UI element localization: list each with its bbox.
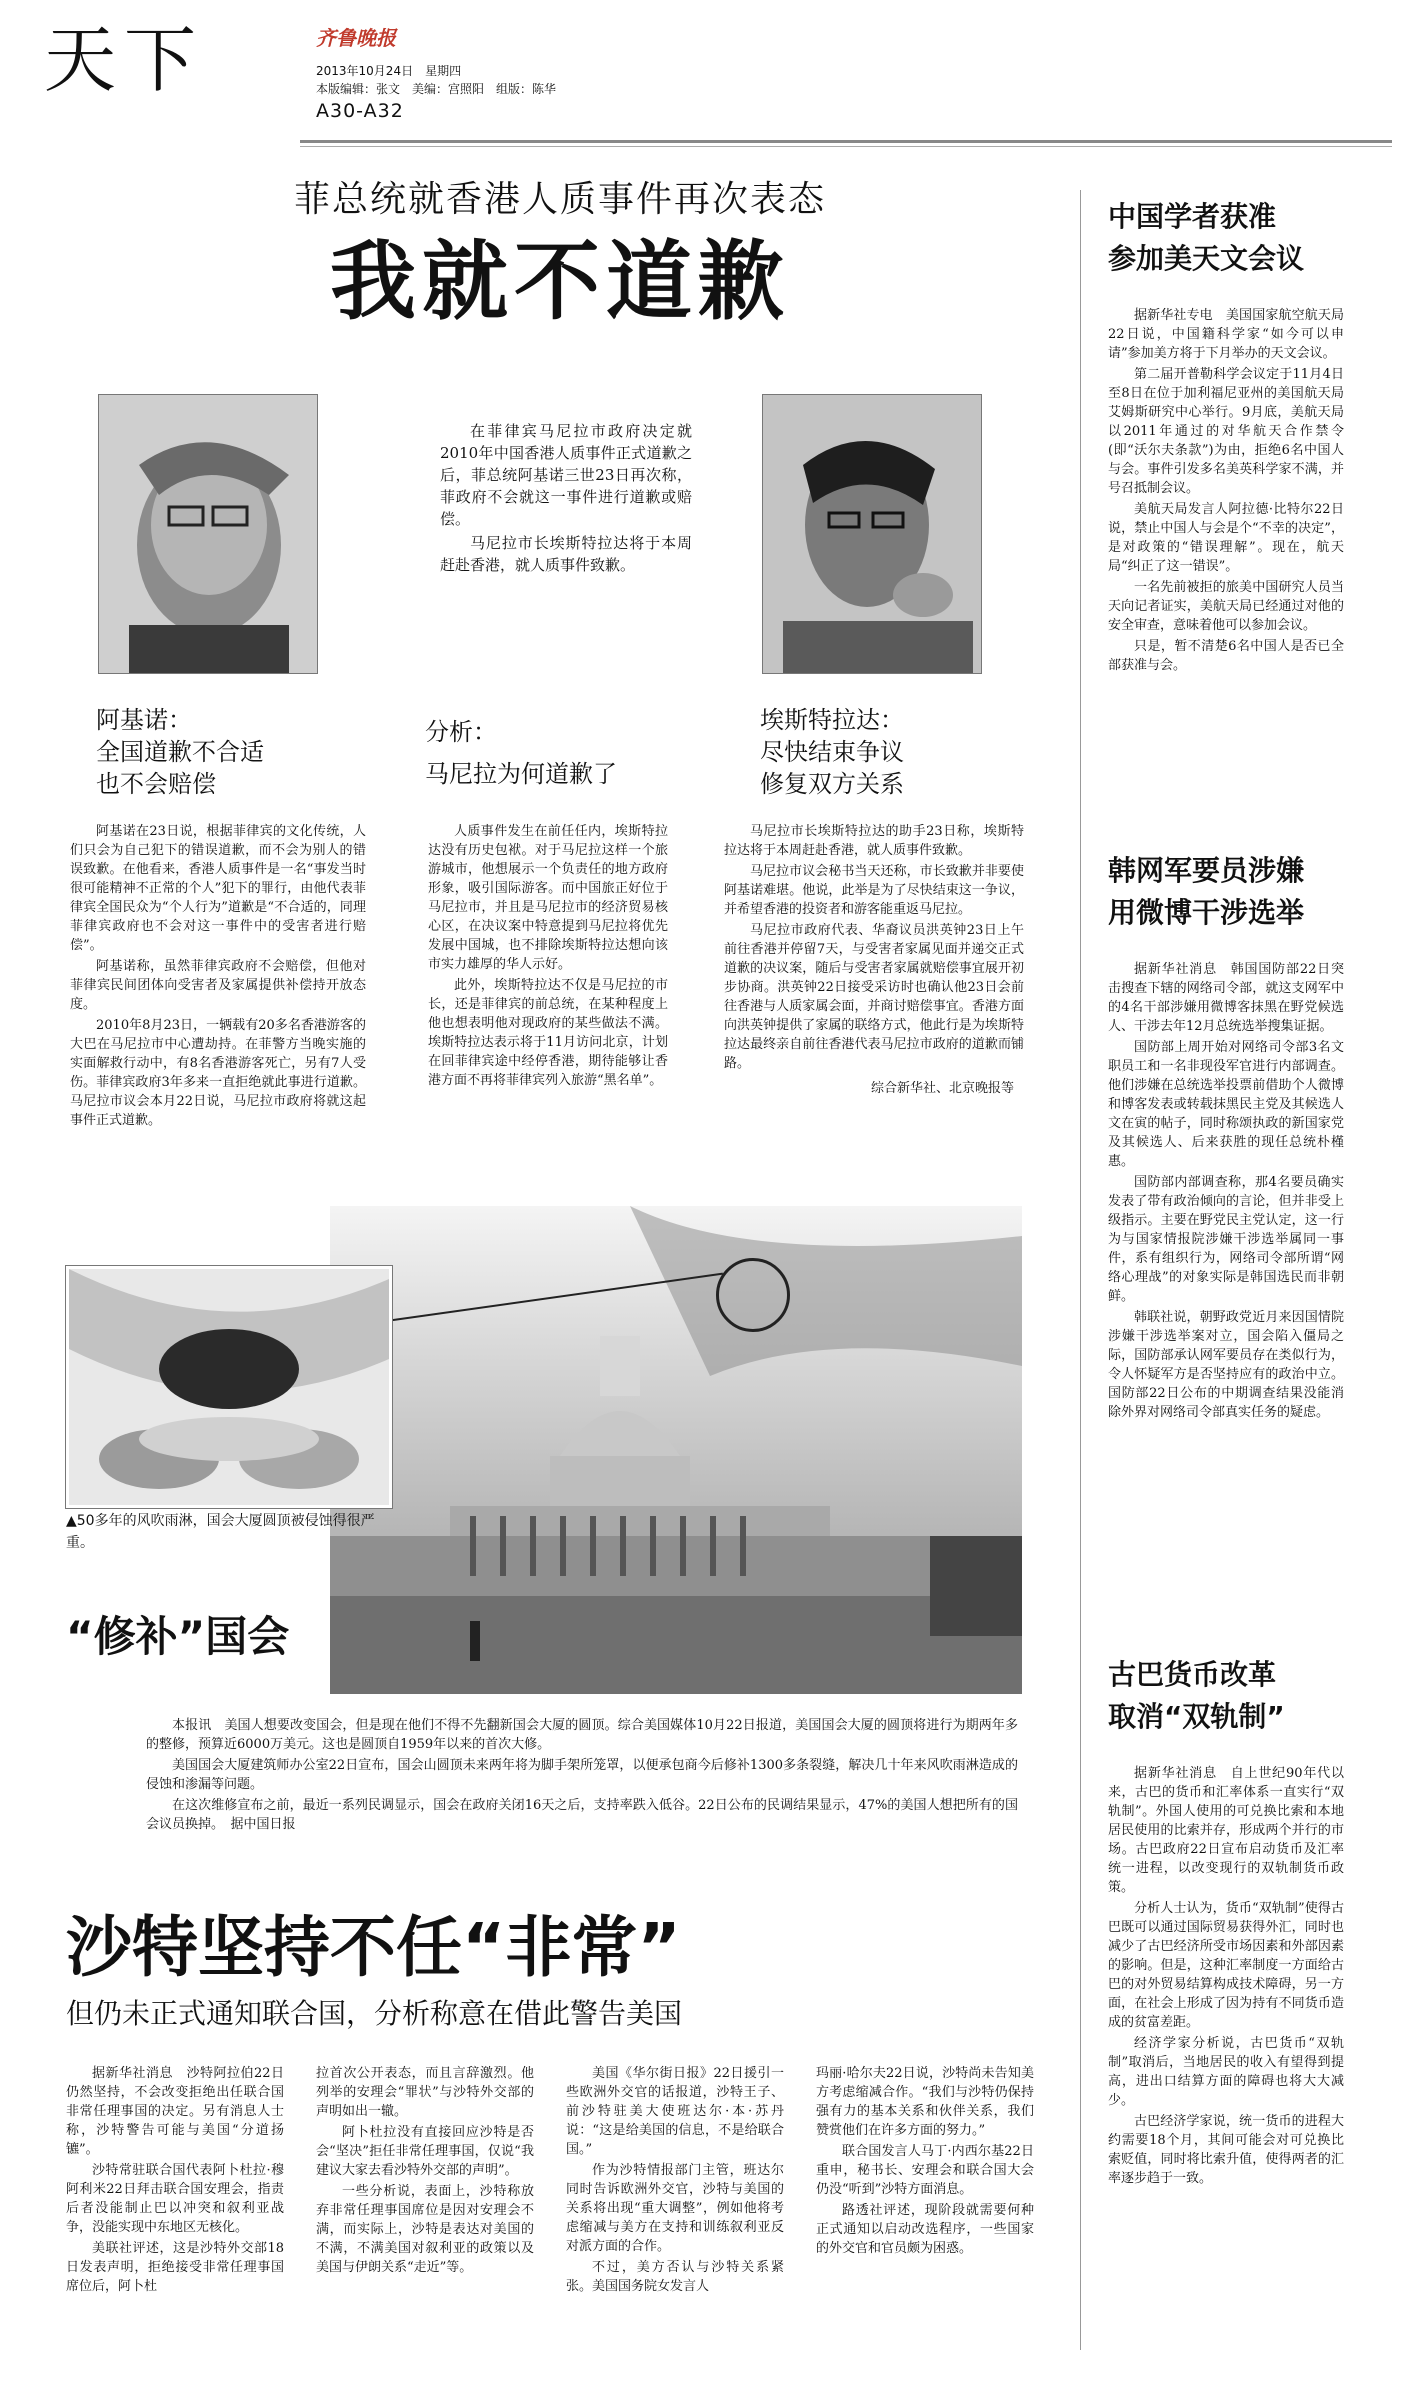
sidebar-head-line: 用微博干涉选举	[1108, 896, 1305, 929]
sidebar-story-3	[1108, 1654, 1344, 2190]
col1-head-line2: 也不会赔偿	[96, 770, 216, 798]
page-range: A30-A32	[316, 100, 404, 122]
col3-head-line1: 尽快结束争议	[760, 738, 904, 766]
paper-name: 齐鲁晚报	[316, 26, 396, 50]
bottom-paragraph: 一些分析说，表面上，沙特称放弃非常任理事国席位是因对安理会不满，而实际上，沙特是表达对美国的不满，不满美国对叙利亚的政策以及美国与伊朗关系“走近”等。	[316, 2184, 534, 2275]
sidebar-head-line: 中国学者获准	[1108, 200, 1277, 233]
col3-paragraph: 马尼拉市议会秘书当天还称，市长致歉并非要使阿基诺难堪。他说，此举是为了尽快结束这一争议，并希望香港的投资者和游客能重返马尼拉。	[724, 864, 1024, 917]
sidebar-story-1	[1108, 196, 1344, 677]
col1-paragraph: 阿基诺称，虽然菲律宾政府不会赔偿，但他对菲律宾民间团体向受害者及家属提供补偿持开放态度。	[70, 959, 366, 1012]
photo-section-title: “修补”国会	[66, 1612, 290, 1661]
col3-body	[724, 822, 1024, 1096]
masthead-rule	[300, 140, 1392, 143]
sidebar-paragraph: 第二届开普勒科学会议定于11月4日至8日在位于加利福尼亚州的美国航天局艾姆斯研究中心举行。9月底，美航天局以2011年通过的对华航天合作禁令(即“沃尔夫条款”)为由，拒绝6名中国人与会。事件引发多名美英科学家不满，并号召抵制会议。	[1108, 367, 1344, 496]
bottom-paragraph: 玛丽·哈尔夫22日说，沙特尚未告知美方考虑缩减合作。“我们与沙特仍保持强有力的基本关系和伙伴关系，我们赞赏他们在许多方面的努力。”	[816, 2066, 1034, 2138]
bottom-paragraph: 路透社评述，现阶段就需要何种正式通知以启动改选程序，一些国家的外交官和官员颇为困惑。	[816, 2203, 1034, 2256]
sidebar-paragraph: 美航天局发言人阿拉德·比特尔22日说，禁止中国人与会是个“不幸的决定”，是对政策的“错误理解”。现在，航天局“纠正了这一错误”。	[1108, 502, 1344, 574]
col2-body	[428, 822, 668, 1092]
col3-label: 埃斯特拉达：	[760, 706, 904, 734]
lead-kicker: 菲总统就香港人质事件再次表态	[293, 179, 826, 220]
col1-head	[96, 704, 346, 800]
bottom-column-2	[316, 2064, 534, 2279]
bottom-paragraph: 美联社评述，这是沙特外交部18日发表声明，拒绝接受非常任理事国席位后，阿卜杜	[66, 2241, 284, 2294]
bottom-paragraph: 联合国发言人马丁·内西尔基22日重申，秘书长、安理会和联合国大会仍没“听到”沙特方面消息。	[816, 2144, 1034, 2197]
sidebar-story-2	[1108, 850, 1344, 1424]
photo-section-paragraph: 美国国会大厦建筑师办公室22日宣布，国会山圆顶未来两年将为脚手架所笼罩，以便承包商今后修补1300多条裂缝，解决几十年来风吹雨淋造成的侵蚀和渗漏等问题。	[146, 1758, 1018, 1792]
sidebar-paragraph: 只是，暂不清楚6名中国人是否已全部获准与会。	[1108, 639, 1344, 673]
col3-head-line2: 修复双方关系	[760, 770, 904, 798]
bottom-paragraph: 作为沙特情报部门主管，班达尔同时告诉欧洲外交官，沙特与美国的关系将出现“重大调整”，例如他将考虑缩减与美方在支持和训练叙利亚反对派方面的合作。	[566, 2163, 784, 2254]
bottom-subhead: 但仍未正式通知联合国，分析称意在借此警告美国	[66, 1997, 683, 2030]
sidebar-head-line: 取消“双轨制”	[1108, 1700, 1285, 1733]
sidebar-divider	[1080, 190, 1081, 2350]
col2-head-line1: 马尼拉为何道歉了	[425, 760, 617, 788]
col2-paragraph: 此外，埃斯特拉达不仅是马尼拉的市长，还是菲律宾的前总统，在某种程度上他也想表明他对现政府的某些做法不满。埃斯特拉达表示将于11月访问北京，计划在回菲律宾途中经停香港，期待能够让香港方面不再将菲律宾列入旅游“黑名单”。	[428, 978, 668, 1088]
bottom-paragraph: 阿卜杜拉没有直接回应沙特是否会“坚决”拒任非常任理事国，仅说“我建议大家去看沙特外交部的声明”。	[316, 2125, 534, 2178]
lead-intro-paragraph: 在菲律宾马尼拉市政府决定就2010年中国香港人质事件正式道歉之后，菲总统阿基诺三世23日再次称，菲政府不会就这一事件进行道歉或赔偿。	[440, 422, 692, 528]
sidebar-paragraph: 据新华社消息 韩国国防部22日突击搜查下辖的网络司令部，就这支网军中的4名干部涉嫌用微博客抹黑在野党候选人、干涉去年12月总统选举搜集证据。	[1108, 962, 1344, 1034]
sidebar-paragraph: 分析人士认为，货币“双轨制”使得古巴既可以通过国际贸易获得外汇，同时也减少了古巴经济所受市场因素和外部因素的影响。但是，这种汇率制度一方面给古巴的对外贸易结算构成技术障碍，另一方面，在社会上形成了因为持有不同货币造成的贫富差距。	[1108, 1901, 1344, 2030]
dome-inset-photo	[66, 1266, 392, 1508]
bottom-column-3	[566, 2064, 784, 2298]
col2-head	[425, 716, 675, 790]
col2-paragraph: 人质事件发生在前任任内，埃斯特拉达没有历史包袱。对于马尼拉这样一个旅游城市，他想展示一个负责任的地方政府形象，吸引国际游客。而中国旅正好位于马尼拉市，并且是马尼拉市的经济贸易核心区，在决议案中特意提到马尼拉将优先发展中国城，也不排除埃斯特拉达想向该市实力雄厚的华人示好。	[428, 824, 668, 972]
lead-intro-paragraph: 马尼拉市长埃斯特拉达将于本周赶赴香港，就人质事件致歉。	[440, 534, 692, 574]
sidebar-paragraph: 韩联社说，朝野政党近月来因国情院涉嫌干涉选举案对立，国会陷入僵局之际，国防部承认网军要员存在类似行为，令人怀疑军方是否坚持应有的政治中立。国防部22日公布的中期调查结果没能消除外界对网络司令部真实任务的疑虑。	[1108, 1310, 1344, 1420]
col1-paragraph: 阿基诺在23日说，根据菲律宾的文化传统，人们只会为自己犯下的错误道歉，而不会为别人的错误致歉。在他看来，香港人质事件是一名“事发当时很可能精神不正常的个人”犯下的罪行，由他代表菲律宾全国民众为“个人行为”道歉是“不合适的，同理菲律宾政府也不会对这一事件中的受害者进行赔偿”。	[70, 824, 366, 953]
col2-label: 分析：	[425, 718, 497, 746]
staff-line: 本版编辑：张文 美编：宫照阳 组版：陈华	[316, 82, 557, 96]
bottom-paragraph: 不过，美方否认与沙特关系紧张。美国国务院女发言人	[566, 2260, 784, 2294]
sidebar-paragraph: 国防部内部调查称，那4名要员确实发表了带有政治倾向的言论，但并非受上级指示。主要在野党民主党认定，这一行为与国家情报院涉嫌干涉选举属同一事件，系有组织行为，网络司令部所谓“网络心理战”的对象实际是韩国选民而非朝鲜。	[1108, 1175, 1344, 1304]
sidebar-head-2	[1108, 850, 1344, 934]
bottom-headline: 沙特坚持不任“非常”	[66, 1909, 681, 1986]
photo-section-body	[146, 1716, 1018, 1836]
estrada-photo	[762, 394, 982, 674]
sidebar-head-3	[1108, 1654, 1344, 1738]
col1-body	[70, 822, 366, 1132]
lead-intro	[440, 420, 692, 578]
sidebar-head-1	[1108, 196, 1344, 280]
sidebar-paragraph: 经济学家分析说，古巴货币“双轨制”取消后，当地居民的收入有望得到提高，进出口结算方面的障碍也将大大减少。	[1108, 2036, 1344, 2108]
sidebar-paragraph: 古巴经济学家说，统一货币的进程大约需要18个月，其间可能会对可兑换比索贬值，同时将比索升值，使得两者的汇率逐步趋于一致。	[1108, 2114, 1344, 2186]
date-line: 2013年10月24日 星期四	[316, 64, 462, 78]
sidebar-head-line: 韩网军要员涉嫌	[1108, 854, 1305, 887]
sidebar-paragraph: 国防部上周开始对网络司令部3名文职员工和一名非现役军官进行内部调查。他们涉嫌在总统选举投票前借助个人微博和博客发表或转载抹黑民主党及其候选人文在寅的帖子，同时称颂执政的新国家党及其候选人、后来获胜的现任总统朴槿惠。	[1108, 1040, 1344, 1169]
photo-section-paragraph: 本报讯 美国人想要改变国会，但是现在他们不得不先翻新国会大厦的圆顶。综合美国媒体10月22日报道，美国国会大厦的圆顶将进行为期两年多的整修，预算近6000万美元。这也是圆顶自1959年以来的首次大修。	[146, 1718, 1018, 1752]
circle-target-icon	[716, 1258, 790, 1332]
sidebar-paragraph: 据新华社消息 自上世纪90年代以来，古巴的货币和汇率体系一直实行“双轨制”。外国人使用的可兑换比索和本地居民使用的比索并存，形成两个并行的市场。古巴政府22日宣布启动货币及汇率统一进程，以改变现行的双轨制货币政策。	[1108, 1766, 1344, 1895]
col3-paragraph: 马尼拉市长埃斯特拉达的助手23日称，埃斯特拉达将于本周赶赴香港，就人质事件致歉。	[724, 824, 1024, 858]
masthead-rule-thin	[300, 146, 1392, 147]
sidebar-head-line: 古巴货币改革	[1108, 1658, 1277, 1691]
sidebar-paragraph: 据新华社专电 美国国家航空航天局22日说，中国籍科学家“如今可以申请”参加美方将于下月举办的天文会议。	[1108, 308, 1344, 361]
section-title: 天下	[44, 18, 205, 102]
bottom-paragraph: 据新华社消息 沙特阿拉伯22日仍然坚持，不会改变拒绝出任联合国非常任理事国的决定。另有消息人士称，沙特警告可能与美国“分道扬镳”。	[66, 2066, 284, 2157]
col1-paragraph: 2010年8月23日，一辆载有20多名香港游客的大巴在马尼拉市中心遭劫持。在菲警方当晚实施的实面解救行动中，有8名香港游客死亡，另有7人受伤。菲律宾政府3年多来一直拒绝就此事进行道歉。马尼拉市议会本月22日说，马尼拉市政府将就这起事件正式道歉。	[70, 1018, 366, 1128]
lead-headline: 我就不道歉	[330, 232, 790, 332]
bottom-paragraph: 美国《华尔街日报》22日援引一些欧洲外交官的话报道，沙特王子、前沙特驻美大使班达尔·本·苏丹说：“这是给美国的信息，不是给联合国。”	[566, 2066, 784, 2157]
aquino-photo	[98, 394, 318, 674]
col1-label: 阿基诺：	[96, 706, 192, 734]
col3-source: 综合新华社、北京晚报等	[870, 1081, 1014, 1096]
sidebar-head-line: 参加美天文会议	[1108, 242, 1305, 275]
photo-section-paragraph: 在这次维修宣布之前，最近一系列民调显示，国会在政府关闭16天之后，支持率跌入低谷。22日公布的民调结果显示，47%的美国人想把所有的国会议员换掉。 据中国日报	[146, 1798, 1018, 1832]
bottom-column-4	[816, 2064, 1034, 2260]
col3-head	[760, 704, 1010, 800]
col1-head-line1: 全国道歉不合适	[96, 738, 264, 766]
inset-caption: ▲50多年的风吹雨淋，国会大厦圆顶被侵蚀得很严重。	[66, 1513, 375, 1551]
col3-paragraph: 马尼拉市政府代表、华裔议员洪英钟23日上午前往香港并停留7天，与受害者家属见面并递交正式道歉的决议案，随后与受害者家属就赔偿事宜展开初步协商。洪英钟22日接受采访时也确认他23日会前往香港与人质家属会面，并商讨赔偿事宜。香港方面向洪英钟提供了家属的联络方式，他此行是为埃斯特拉达最终亲自前往香港代表马尼拉市政府的道歉而铺路。	[724, 923, 1024, 1071]
sidebar-paragraph: 一名先前被拒的旅美中国研究人员当天向记者证实，美航天局已经通过对他的安全审查，意味着他可以参加会议。	[1108, 580, 1344, 633]
bottom-column-1	[66, 2064, 284, 2298]
bottom-paragraph: 沙特常驻联合国代表阿卜杜拉·穆阿利米22日拜击联合国安理会，指责后者没能制止巴以冲突和叙利亚战争，没能实现中东地区无核化。	[66, 2163, 284, 2235]
bottom-paragraph: 拉首次公开表态，而且言辞激烈。他列举的安理会“罪状”与沙特外交部的声明如出一辙。	[316, 2066, 534, 2119]
